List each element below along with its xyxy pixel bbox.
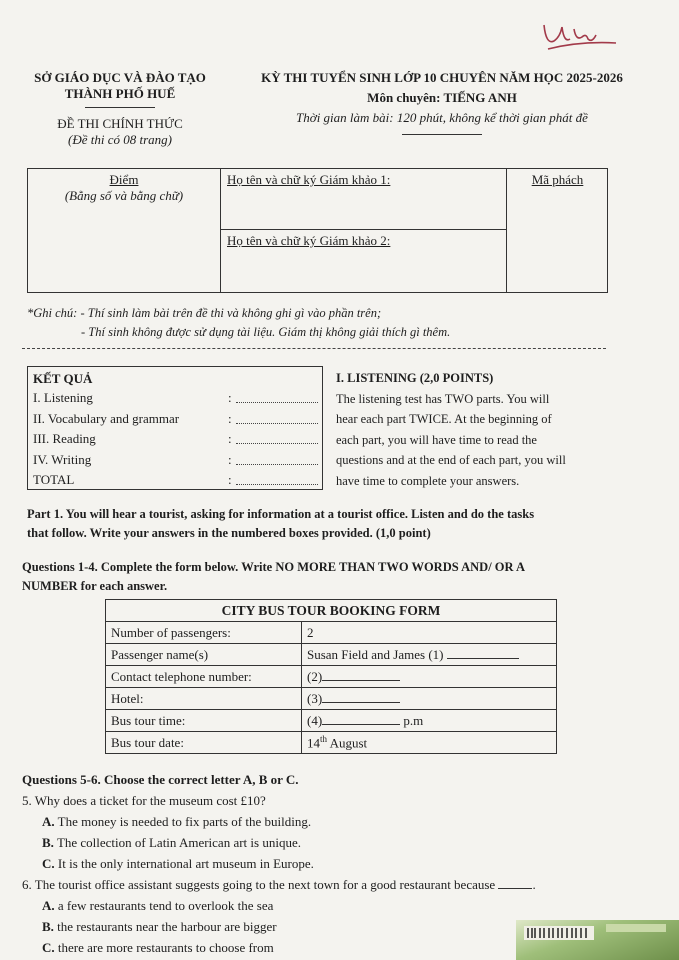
option-text: there are more restaurants to choose from [57,940,274,955]
booking-form [105,599,557,754]
q14-line1: Questions 1-4. Complete the form below. Write NO MORE THAN TWO WORDS AND/ OR A [22,560,526,574]
form-suffix: August [329,735,368,751]
score-sublabel: (Bằng số và bằng chữ) [64,188,184,203]
header-right-rule [402,134,482,135]
note-line2: - Thí sinh không được sử dụng tài liệu. Giám thị không giải thích gì thêm. [81,325,451,339]
listening-line: each part, you will have time to read the [336,432,537,447]
q5-stem: 5. Why does a ticket for the museum cost £10? [22,793,266,808]
examiner2-label: Họ tên và chữ ký Giám khảo 2: [227,233,391,248]
grading-box [27,168,608,293]
corner-object [516,920,679,960]
form-sup: th [320,734,328,744]
listening-intro [336,368,614,492]
score-cell [28,169,221,292]
score-label: Điểm [109,172,139,187]
form-value: Susan Field and James (1) [307,646,444,662]
code-label: Mã phách [531,172,584,187]
score-blank [236,388,318,403]
listening-line: questions and at the end of each part, you will [336,453,566,468]
subject-label: Môn chuyên: TIẾNG ANH [367,90,517,105]
q1-4-instructions [22,558,622,596]
part1-line1: Part 1. You will hear a tourist, asking for information at a tourist office. Listen and do the tasks [27,507,535,521]
form-value: (2) [307,668,323,684]
official-label: ĐỀ THI CHÍNH THỨC [57,116,183,131]
listening-line: hear each part TWICE. At the beginning of [336,412,552,427]
form-label: Contact telephone number: [106,666,302,688]
option-letter: A. [42,814,55,829]
form-label: Hotel: [106,688,302,710]
option-text: the restaurants near the harbour are bigger [57,919,277,934]
q5-option-a[interactable] [22,811,622,832]
answer-blank-6[interactable] [498,888,532,889]
form-value-4 [302,710,557,732]
time-label: Thời gian làm bài: 120 phút, không kể thời gian phát đề [296,110,588,125]
form-row [106,644,557,666]
dept-line1: SỞ GIÁO DỤC VÀ ĐÀO TẠO [34,70,206,85]
option-letter: B. [42,919,54,934]
results-title: KẾT QUẢ [33,371,93,386]
header-left-rule [85,107,155,108]
score-blank [236,470,318,485]
q5-option-b[interactable] [22,832,622,853]
form-value-2 [302,666,557,688]
note-line1: *Ghi chú: - Thí sinh làm bài trên đề thi và không ghi gì vào phần trên; [27,306,382,320]
examiner2-cell [221,230,507,292]
option-letter: B. [42,835,54,850]
option-text: The collection of Latin American art is unique. [56,835,301,850]
results-box [27,366,323,490]
form-value: (3) [307,690,323,706]
page-count: (Đề thi có 08 trang) [68,132,172,147]
answer-blank-4[interactable] [322,724,400,725]
form-label: Passenger name(s) [106,644,302,666]
form-title: CITY BUS TOUR BOOKING FORM [106,600,557,622]
option-text: It is the only international art museum in Europe. [57,856,314,871]
answer-blank-2[interactable] [322,680,400,681]
examiner-signature [540,15,620,55]
q14-line2: NUMBER for each answer. [22,579,168,593]
q6-option-a[interactable] [22,895,622,916]
option-letter: A. [42,898,55,913]
option-letter: C. [42,940,55,955]
listening-line: The listening test has TWO parts. You will [336,391,550,406]
result-row-writing: IV. Writing : [33,450,318,471]
result-row-listening: I. Listening : [33,388,318,409]
q6-stem [22,874,622,895]
result-row-reading: III. Reading : [33,429,318,450]
answer-blank-3[interactable] [322,702,400,703]
score-blank [236,429,318,444]
header-left [20,70,220,148]
examiner1-cell [221,169,507,230]
dashed-separator [22,348,606,349]
form-row [106,732,557,754]
form-value: 2 [302,622,557,644]
form-suffix: p.m [403,712,424,728]
q5-option-c[interactable] [22,853,622,874]
notes [27,304,450,342]
score-blank [236,450,318,465]
exam-title: KỲ THI TUYỂN SINH LỚP 10 CHUYÊN NĂM HỌC 2025-2026 [261,70,623,85]
part1-instructions [27,505,617,543]
q56-title: Questions 5-6. Choose the correct letter A, B or C. [22,772,299,787]
option-letter: C. [42,856,55,871]
option-text: The money is needed to fix parts of the building. [57,814,312,829]
q6-stem-text: 6. The tourist office assistant suggests going to the next town for a good restaurant because [22,877,496,892]
form-value: (4) [307,712,323,728]
form-value-3 [302,688,557,710]
form-row [106,710,557,732]
header-right [222,70,662,135]
dept-line2: THÀNH PHỐ HUẾ [64,86,176,101]
form-row [106,688,557,710]
form-value-5 [302,732,557,754]
result-row-total: TOTAL : [33,470,318,491]
form-value: 14 [307,735,320,751]
result-row-vocabulary: II. Vocabulary and grammar : [33,409,318,430]
option-text: a few restaurants tend to overlook the sea [57,898,274,913]
score-blank [236,409,318,424]
form-label: Number of passengers: [106,622,302,644]
form-label: Bus tour date: [106,732,302,754]
listening-line: have time to complete your answers. [336,473,520,488]
form-row [106,622,557,644]
answer-blank-1[interactable] [447,658,519,659]
q6-stem-end: . [532,877,536,892]
form-value-1 [302,644,557,666]
form-row [106,666,557,688]
listening-title: I. LISTENING (2,0 POINTS) [336,371,494,385]
form-label: Bus tour time: [106,710,302,732]
part1-line2: that follow. Write your answers in the numbered boxes provided. (1,0 point) [27,526,431,540]
examiner1-label: Họ tên và chữ ký Giám khảo 1: [227,172,391,187]
